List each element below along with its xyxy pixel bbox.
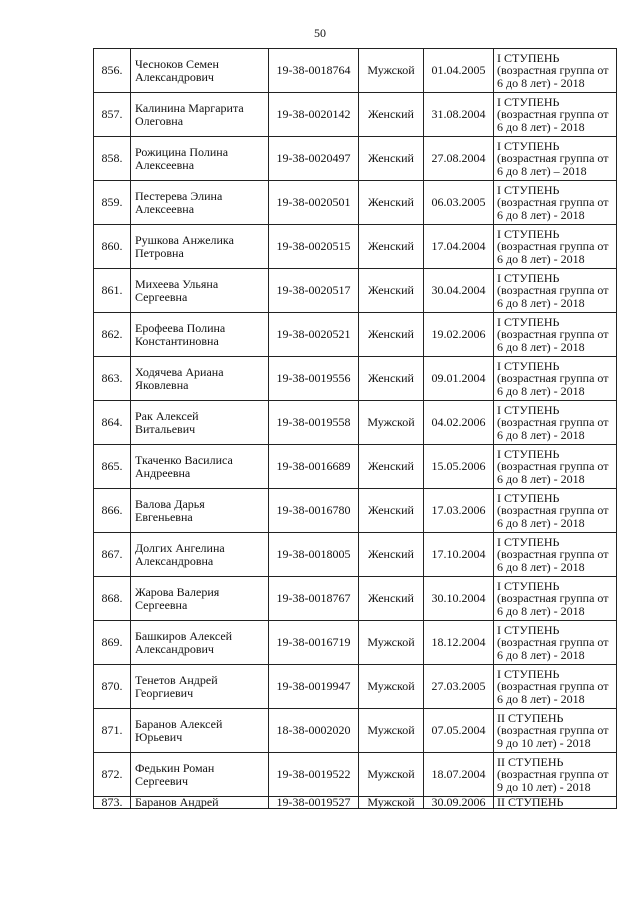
birth-date: 17.04.2004 (424, 225, 494, 269)
uin-number: 19-38-0016780 (269, 489, 359, 533)
uin-number: 19-38-0020515 (269, 225, 359, 269)
level-line: 6 до 8 лет) - 2018 (497, 515, 585, 530)
name-line: Ерофеева Полина (135, 320, 226, 335)
name-line: Олеговна (135, 113, 184, 128)
row-number: 862. (94, 313, 131, 357)
level-group (494, 313, 617, 357)
uin-number: 19-38-0020497 (269, 137, 359, 181)
table-row (94, 269, 617, 313)
table-row (94, 489, 617, 533)
table-row (94, 797, 617, 809)
name-line: Георгиевич (135, 685, 194, 700)
uin-number: 19-38-0020517 (269, 269, 359, 313)
row-number: 859. (94, 181, 131, 225)
level-group (494, 401, 617, 445)
name-line: Петровна (135, 245, 184, 260)
row-number: 871. (94, 709, 131, 753)
name-line: Баранов Алексей (135, 716, 223, 731)
full-name (131, 445, 269, 489)
level-line: I СТУПЕНЬ (497, 270, 560, 285)
level-line: I СТУПЕНЬ (497, 402, 560, 417)
table-row (94, 621, 617, 665)
level-line: I СТУПЕНЬ (497, 226, 560, 241)
gender: Женский (359, 577, 424, 621)
table-row (94, 709, 617, 753)
level-line: I СТУПЕНЬ (497, 138, 560, 153)
full-name (131, 621, 269, 665)
birth-date: 30.10.2004 (424, 577, 494, 621)
level-line: (возрастная группа от (497, 239, 609, 254)
name-line: Сергеевна (135, 289, 188, 304)
birth-date: 17.10.2004 (424, 533, 494, 577)
level-group (494, 797, 617, 809)
level-line: 6 до 8 лет) - 2018 (497, 427, 585, 442)
level-group (494, 269, 617, 313)
name-line: Алексеевна (135, 157, 195, 172)
gender: Женский (359, 93, 424, 137)
birth-date: 09.01.2004 (424, 357, 494, 401)
level-group (494, 533, 617, 577)
uin-number: 19-38-0020142 (269, 93, 359, 137)
table-row (94, 93, 617, 137)
table-row (94, 445, 617, 489)
level-line: I СТУПЕНЬ (497, 314, 560, 329)
full-name (131, 93, 269, 137)
level-line: (возрастная группа от (497, 107, 609, 122)
level-line: (возрастная группа от (497, 371, 609, 386)
level-line: I СТУПЕНЬ (497, 534, 560, 549)
level-line: 6 до 8 лет) - 2018 (497, 691, 585, 706)
birth-date: 31.08.2004 (424, 93, 494, 137)
birth-date: 06.03.2005 (424, 181, 494, 225)
table-row (94, 401, 617, 445)
uin-number: 18-38-0002020 (269, 709, 359, 753)
name-line: Рожицина Полина (135, 144, 229, 159)
level-line: 6 до 8 лет) - 2018 (497, 207, 585, 222)
gender: Женский (359, 445, 424, 489)
uin-number: 19-38-0020501 (269, 181, 359, 225)
level-line: 6 до 8 лет) - 2018 (497, 295, 585, 310)
full-name (131, 401, 269, 445)
row-number: 872. (94, 753, 131, 797)
level-line: I СТУПЕНЬ (497, 182, 560, 197)
full-name (131, 49, 269, 93)
level-line: 6 до 8 лет) – 2018 (497, 163, 587, 178)
name-line: Ходячева Ариана (135, 364, 224, 379)
row-number: 858. (94, 137, 131, 181)
level-line: (возрастная группа от (497, 195, 609, 210)
level-group (494, 489, 617, 533)
level-group (494, 93, 617, 137)
table-row (94, 665, 617, 709)
gender: Мужской (359, 797, 424, 809)
name-line: Михеева Ульяна (135, 276, 219, 291)
name-line: Пестерева Элина (135, 188, 223, 203)
name-line: Алексеевна (135, 201, 195, 216)
full-name (131, 137, 269, 181)
level-group (494, 665, 617, 709)
level-line: 6 до 8 лет) - 2018 (497, 75, 585, 90)
level-group (494, 225, 617, 269)
level-line: (возрастная группа от (497, 723, 609, 738)
level-line: (возрастная группа от (497, 591, 609, 606)
table-row (94, 533, 617, 577)
gender: Мужской (359, 49, 424, 93)
name-line: Чесноков Семен (135, 56, 219, 71)
level-line: (возрастная группа от (497, 503, 609, 518)
gender: Женский (359, 225, 424, 269)
table-row (94, 753, 617, 797)
gender: Мужской (359, 665, 424, 709)
name-line: Федькин Роман (135, 760, 215, 775)
birth-date: 17.03.2006 (424, 489, 494, 533)
level-line: (возрастная группа от (497, 283, 609, 298)
level-line: (возрастная группа от (497, 151, 609, 166)
level-line: (возрастная группа от (497, 327, 609, 342)
gender: Мужской (359, 709, 424, 753)
level-line: II СТУПЕНЬ (497, 754, 564, 769)
row-number: 870. (94, 665, 131, 709)
level-line: II СТУПЕНЬ (497, 710, 564, 725)
level-line: 6 до 8 лет) - 2018 (497, 383, 585, 398)
level-line: I СТУПЕНЬ (497, 50, 560, 65)
level-line: 6 до 8 лет) - 2018 (497, 559, 585, 574)
name-line: Константиновна (135, 333, 219, 348)
full-name (131, 709, 269, 753)
birth-date: 04.02.2006 (424, 401, 494, 445)
level-group (494, 181, 617, 225)
row-number: 863. (94, 357, 131, 401)
row-number: 860. (94, 225, 131, 269)
full-name (131, 665, 269, 709)
level-line: 6 до 8 лет) - 2018 (497, 603, 585, 618)
row-number: 857. (94, 93, 131, 137)
full-name (131, 313, 269, 357)
level-line: (возрастная группа от (497, 547, 609, 562)
table-row (94, 577, 617, 621)
birth-date: 27.03.2005 (424, 665, 494, 709)
registry-table (93, 48, 617, 809)
gender: Женский (359, 533, 424, 577)
full-name (131, 269, 269, 313)
gender: Женский (359, 269, 424, 313)
uin-number: 19-38-0018767 (269, 577, 359, 621)
full-name (131, 533, 269, 577)
full-name (131, 225, 269, 269)
level-line: I СТУПЕНЬ (497, 622, 560, 637)
table-row (94, 137, 617, 181)
level-line: 6 до 8 лет) - 2018 (497, 119, 585, 134)
row-number: 856. (94, 49, 131, 93)
table-row (94, 49, 617, 93)
level-line: (возрастная группа от (497, 679, 609, 694)
level-line: 9 до 10 лет) - 2018 (497, 735, 591, 750)
name-line: Рушкова Анжелика (135, 232, 234, 247)
full-name (131, 181, 269, 225)
name-line: Баранов Андрей (135, 795, 219, 809)
level-group (494, 137, 617, 181)
level-group (494, 753, 617, 797)
uin-number: 19-38-0019558 (269, 401, 359, 445)
name-line: Башкиров Алексей (135, 628, 233, 643)
name-line: Александровна (135, 553, 214, 568)
gender: Мужской (359, 401, 424, 445)
full-name (131, 797, 269, 809)
level-line: (возрастная группа от (497, 459, 609, 474)
uin-number: 19-38-0016689 (269, 445, 359, 489)
name-line: Жарова Валерия (135, 584, 220, 599)
table-row (94, 225, 617, 269)
row-number: 873. (94, 797, 131, 809)
gender: Мужской (359, 621, 424, 665)
name-line: Евгеньевна (135, 509, 193, 524)
name-line: Ткаченко Василиса (135, 452, 233, 467)
row-number: 866. (94, 489, 131, 533)
level-line: (возрастная группа от (497, 415, 609, 430)
row-number: 867. (94, 533, 131, 577)
gender: Женский (359, 357, 424, 401)
gender: Женский (359, 137, 424, 181)
level-line: 9 до 10 лет) - 2018 (497, 779, 591, 794)
uin-number: 19-38-0020521 (269, 313, 359, 357)
gender: Женский (359, 489, 424, 533)
level-line: I СТУПЕНЬ (497, 578, 560, 593)
birth-date: 01.04.2005 (424, 49, 494, 93)
name-line: Валова Дарья (135, 496, 205, 511)
name-line: Сергеевич (135, 773, 189, 788)
name-line: Юрьевич (135, 729, 183, 744)
level-group (494, 621, 617, 665)
name-line: Калинина Маргарита (135, 100, 244, 115)
gender: Мужской (359, 753, 424, 797)
gender: Женский (359, 313, 424, 357)
level-line: II СТУПЕНЬ (497, 795, 564, 809)
table-row (94, 357, 617, 401)
level-line: (возрастная группа от (497, 767, 609, 782)
level-group (494, 577, 617, 621)
uin-number: 19-38-0016719 (269, 621, 359, 665)
level-line: I СТУПЕНЬ (497, 358, 560, 373)
level-line: I СТУПЕНЬ (497, 446, 560, 461)
name-line: Витальевич (135, 421, 196, 436)
level-line: I СТУПЕНЬ (497, 490, 560, 505)
name-line: Долгих Ангелина (135, 540, 225, 555)
name-line: Яковлевна (135, 377, 189, 392)
level-line: I СТУПЕНЬ (497, 94, 560, 109)
full-name (131, 357, 269, 401)
row-number: 868. (94, 577, 131, 621)
birth-date: 15.05.2006 (424, 445, 494, 489)
name-line: Андреевна (135, 465, 191, 480)
name-line: Сергеевна (135, 597, 188, 612)
table-row (94, 181, 617, 225)
table-row (94, 313, 617, 357)
birth-date: 30.09.2006 (424, 797, 494, 809)
row-number: 865. (94, 445, 131, 489)
level-line: 6 до 8 лет) - 2018 (497, 471, 585, 486)
uin-number: 19-38-0018005 (269, 533, 359, 577)
level-line: 6 до 8 лет) - 2018 (497, 251, 585, 266)
level-group (494, 709, 617, 753)
birth-date: 07.05.2004 (424, 709, 494, 753)
name-line: Тенетов Андрей (135, 672, 218, 687)
name-line: Александрович (135, 641, 214, 656)
row-number: 861. (94, 269, 131, 313)
level-line: 6 до 8 лет) - 2018 (497, 647, 585, 662)
uin-number: 19-38-0019527 (269, 797, 359, 809)
uin-number: 19-38-0019522 (269, 753, 359, 797)
birth-date: 18.07.2004 (424, 753, 494, 797)
level-line: (возрастная группа от (497, 635, 609, 650)
full-name (131, 489, 269, 533)
registry-body (94, 49, 617, 809)
page-number: 50 (314, 26, 326, 40)
uin-number: 19-38-0018764 (269, 49, 359, 93)
uin-number: 19-38-0019556 (269, 357, 359, 401)
row-number: 864. (94, 401, 131, 445)
name-line: Рак Алексей (135, 408, 199, 423)
uin-number: 19-38-0019947 (269, 665, 359, 709)
birth-date: 19.02.2006 (424, 313, 494, 357)
birth-date: 27.08.2004 (424, 137, 494, 181)
full-name (131, 753, 269, 797)
level-line: 6 до 8 лет) - 2018 (497, 339, 585, 354)
gender: Женский (359, 181, 424, 225)
birth-date: 30.04.2004 (424, 269, 494, 313)
row-number: 869. (94, 621, 131, 665)
level-line: I СТУПЕНЬ (497, 666, 560, 681)
level-group (494, 445, 617, 489)
level-line: (возрастная группа от (497, 63, 609, 78)
birth-date: 18.12.2004 (424, 621, 494, 665)
name-line: Александрович (135, 69, 214, 84)
level-group (494, 49, 617, 93)
level-group (494, 357, 617, 401)
full-name (131, 577, 269, 621)
